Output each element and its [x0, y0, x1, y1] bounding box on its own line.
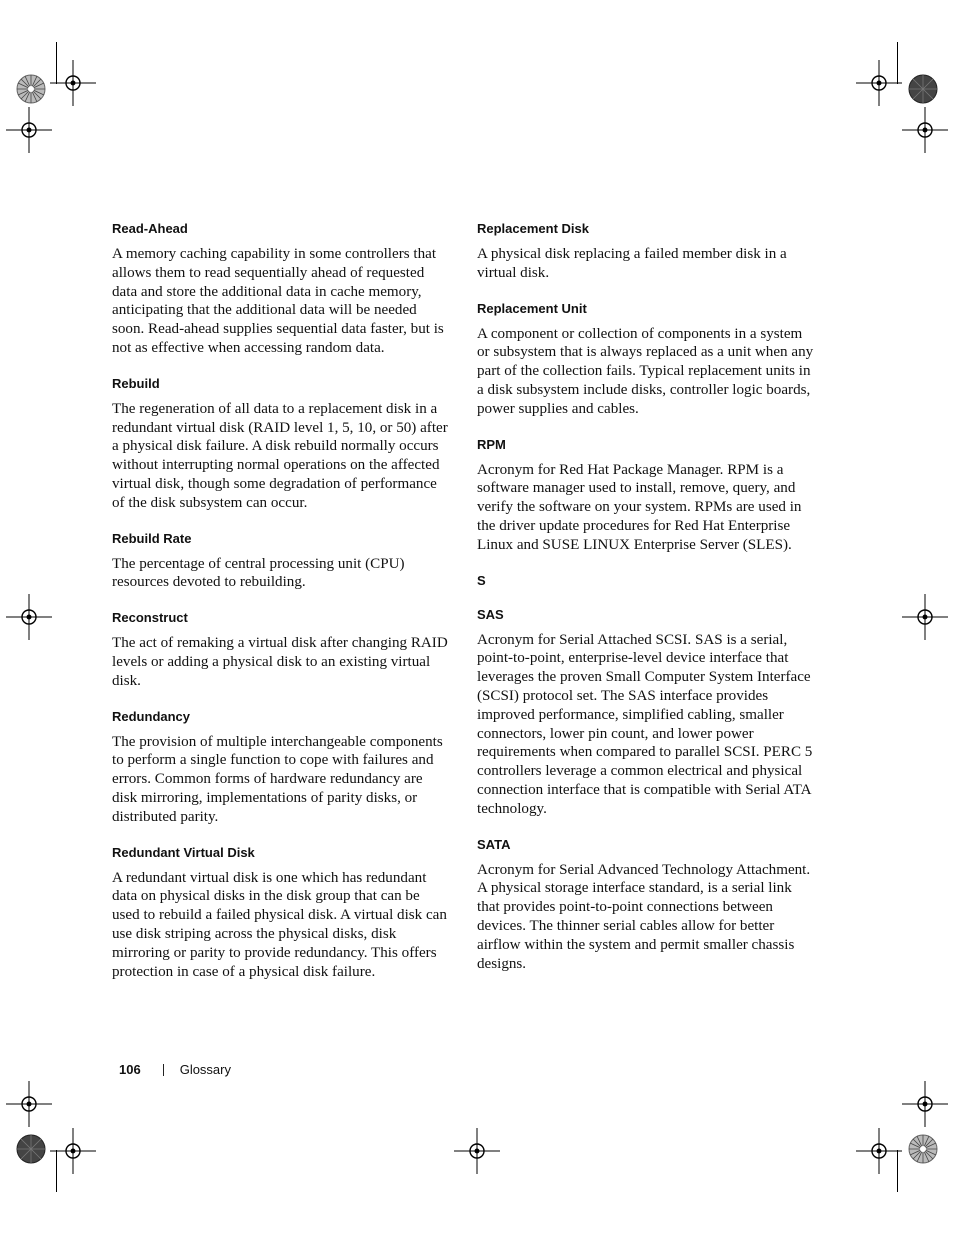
glossary-term: Replacement Unit	[477, 300, 587, 316]
crop-line	[56, 42, 57, 84]
glossary-definition: A component or collection of components in a system or subsystem that is always replaced as a unit when any part of the collection fails. Typical replacement units in a disk subsystem include disks, controller logic boards, power supplies and cables.	[477, 325, 814, 417]
glossary-column-right	[477, 212, 815, 991]
registration-mark-icon	[454, 1128, 500, 1174]
glossary-entry	[112, 221, 450, 358]
starburst-target-icon	[908, 74, 938, 104]
glossary-definition: A redundant virtual disk is one which has redundant data on physical disks in the disk group that can be used to rebuild a failed physical disk. A virtual disk can use disk striping across the physical disks, disk mirroring or parity to provide redundancy. This offers protection in case of a physical disk failure.	[112, 869, 447, 980]
registration-mark-icon	[6, 594, 52, 640]
glossary-term: Redundancy	[112, 708, 191, 724]
registration-mark-icon	[902, 1081, 948, 1127]
glossary-definition: The provision of multiple interchangeable components to perform a single function to cope with failures and errors. Common forms of hardware redundancy are disk mirroring, implementations of parity disks, or distributed parity.	[112, 733, 443, 825]
section-name: Glossary	[179, 1062, 231, 1077]
glossary-term: SATA	[477, 836, 511, 852]
glossary-term: RPM	[477, 436, 506, 452]
glossary-term: SAS	[477, 606, 504, 622]
glossary-term: Redundant Virtual Disk	[112, 844, 255, 860]
section-letter-heading: S	[477, 572, 486, 588]
glossary-definition: A memory caching capability in some controllers that allows them to read sequentially ahead of requested data and store the additional data in cache memory, anticipating that the additional data will be needed soon. Read-ahead supplies sequential data faster, but is not as effective when accessing random data.	[112, 246, 444, 356]
glossary-term: Rebuild	[112, 375, 160, 391]
crop-line	[56, 1150, 57, 1192]
glossary-definition: Acronym for Red Hat Package Manager. RPM is a software manager used to install, remove, query, and verify the software on your system. RPMs are used in the driver update procedures for Red Hat Enterprise Linux and SUSE LINUX Enterprise Server (SLES).	[477, 461, 802, 553]
registration-mark-icon	[902, 107, 948, 153]
registration-mark-icon	[856, 60, 902, 106]
starburst-target-icon	[16, 1134, 46, 1164]
glossary-term: Read-Ahead	[112, 221, 188, 236]
glossary-entry	[477, 437, 815, 555]
starburst-target-icon	[16, 74, 46, 104]
glossary-entry	[477, 607, 815, 819]
glossary-entry	[112, 709, 450, 827]
registration-mark-icon	[6, 1081, 52, 1127]
page-footer	[119, 1062, 231, 1077]
glossary-entry	[112, 845, 450, 982]
registration-mark-icon	[856, 1128, 902, 1174]
glossary-entry	[477, 301, 815, 419]
glossary-term: Replacement Disk	[477, 221, 589, 236]
glossary-entry	[112, 531, 450, 593]
glossary-section-letter	[477, 573, 815, 589]
glossary-column-left	[112, 212, 450, 999]
glossary-definition: The act of remaking a virtual disk after changing RAID levels or adding a physical disk to an existing virtual disk.	[112, 635, 448, 689]
glossary-entry	[112, 610, 450, 690]
crop-line	[897, 1150, 898, 1192]
glossary-definition: The percentage of central processing unit (CPU) resources devoted to rebuilding.	[112, 555, 405, 591]
page-number: 106	[119, 1062, 141, 1077]
glossary-term: Reconstruct	[112, 610, 188, 626]
glossary-definition: Acronym for Serial Advanced Technology Attachment. A physical storage interface standard, is a serial link that provides point-to-point connections between devices. The thinner serial cables allow for better airflow within the system and permit smaller chassis designs.	[477, 861, 811, 972]
glossary-term: Rebuild Rate	[112, 530, 192, 546]
registration-mark-icon	[902, 594, 948, 640]
glossary-definition: Acronym for Serial Attached SCSI. SAS is a serial, point-to-point, enterprise-level device interface that leverages the proven Small Computer System Interface (SCSI) protocol set. The SAS interface provides improved performance, simplified cabling, smaller connectors, lower pin count, and lower power requirements when compared to parallel SCSI. PERC 5 controllers leverage a common electrical and physical connection interface that is compatible with Serial ATA technology.	[477, 631, 813, 817]
glossary-entry	[477, 221, 815, 283]
glossary-definition: A physical disk replacing a failed member disk in a virtual disk.	[477, 246, 787, 281]
glossary-entry	[112, 376, 450, 513]
glossary-definition: The regeneration of all data to a replacement disk in a redundant virtual disk (RAID level 1, 5, 10, or 50) after a physical disk failure. A disk rebuild normally occurs without interrupting normal operations on the affected virtual disk, though some degradation of performance of the disk subsystem can occur.	[112, 400, 448, 511]
crop-line	[897, 42, 898, 84]
glossary-entry	[477, 837, 815, 974]
registration-mark-icon	[6, 107, 52, 153]
starburst-target-icon	[908, 1134, 938, 1164]
footer-divider	[163, 1064, 164, 1076]
